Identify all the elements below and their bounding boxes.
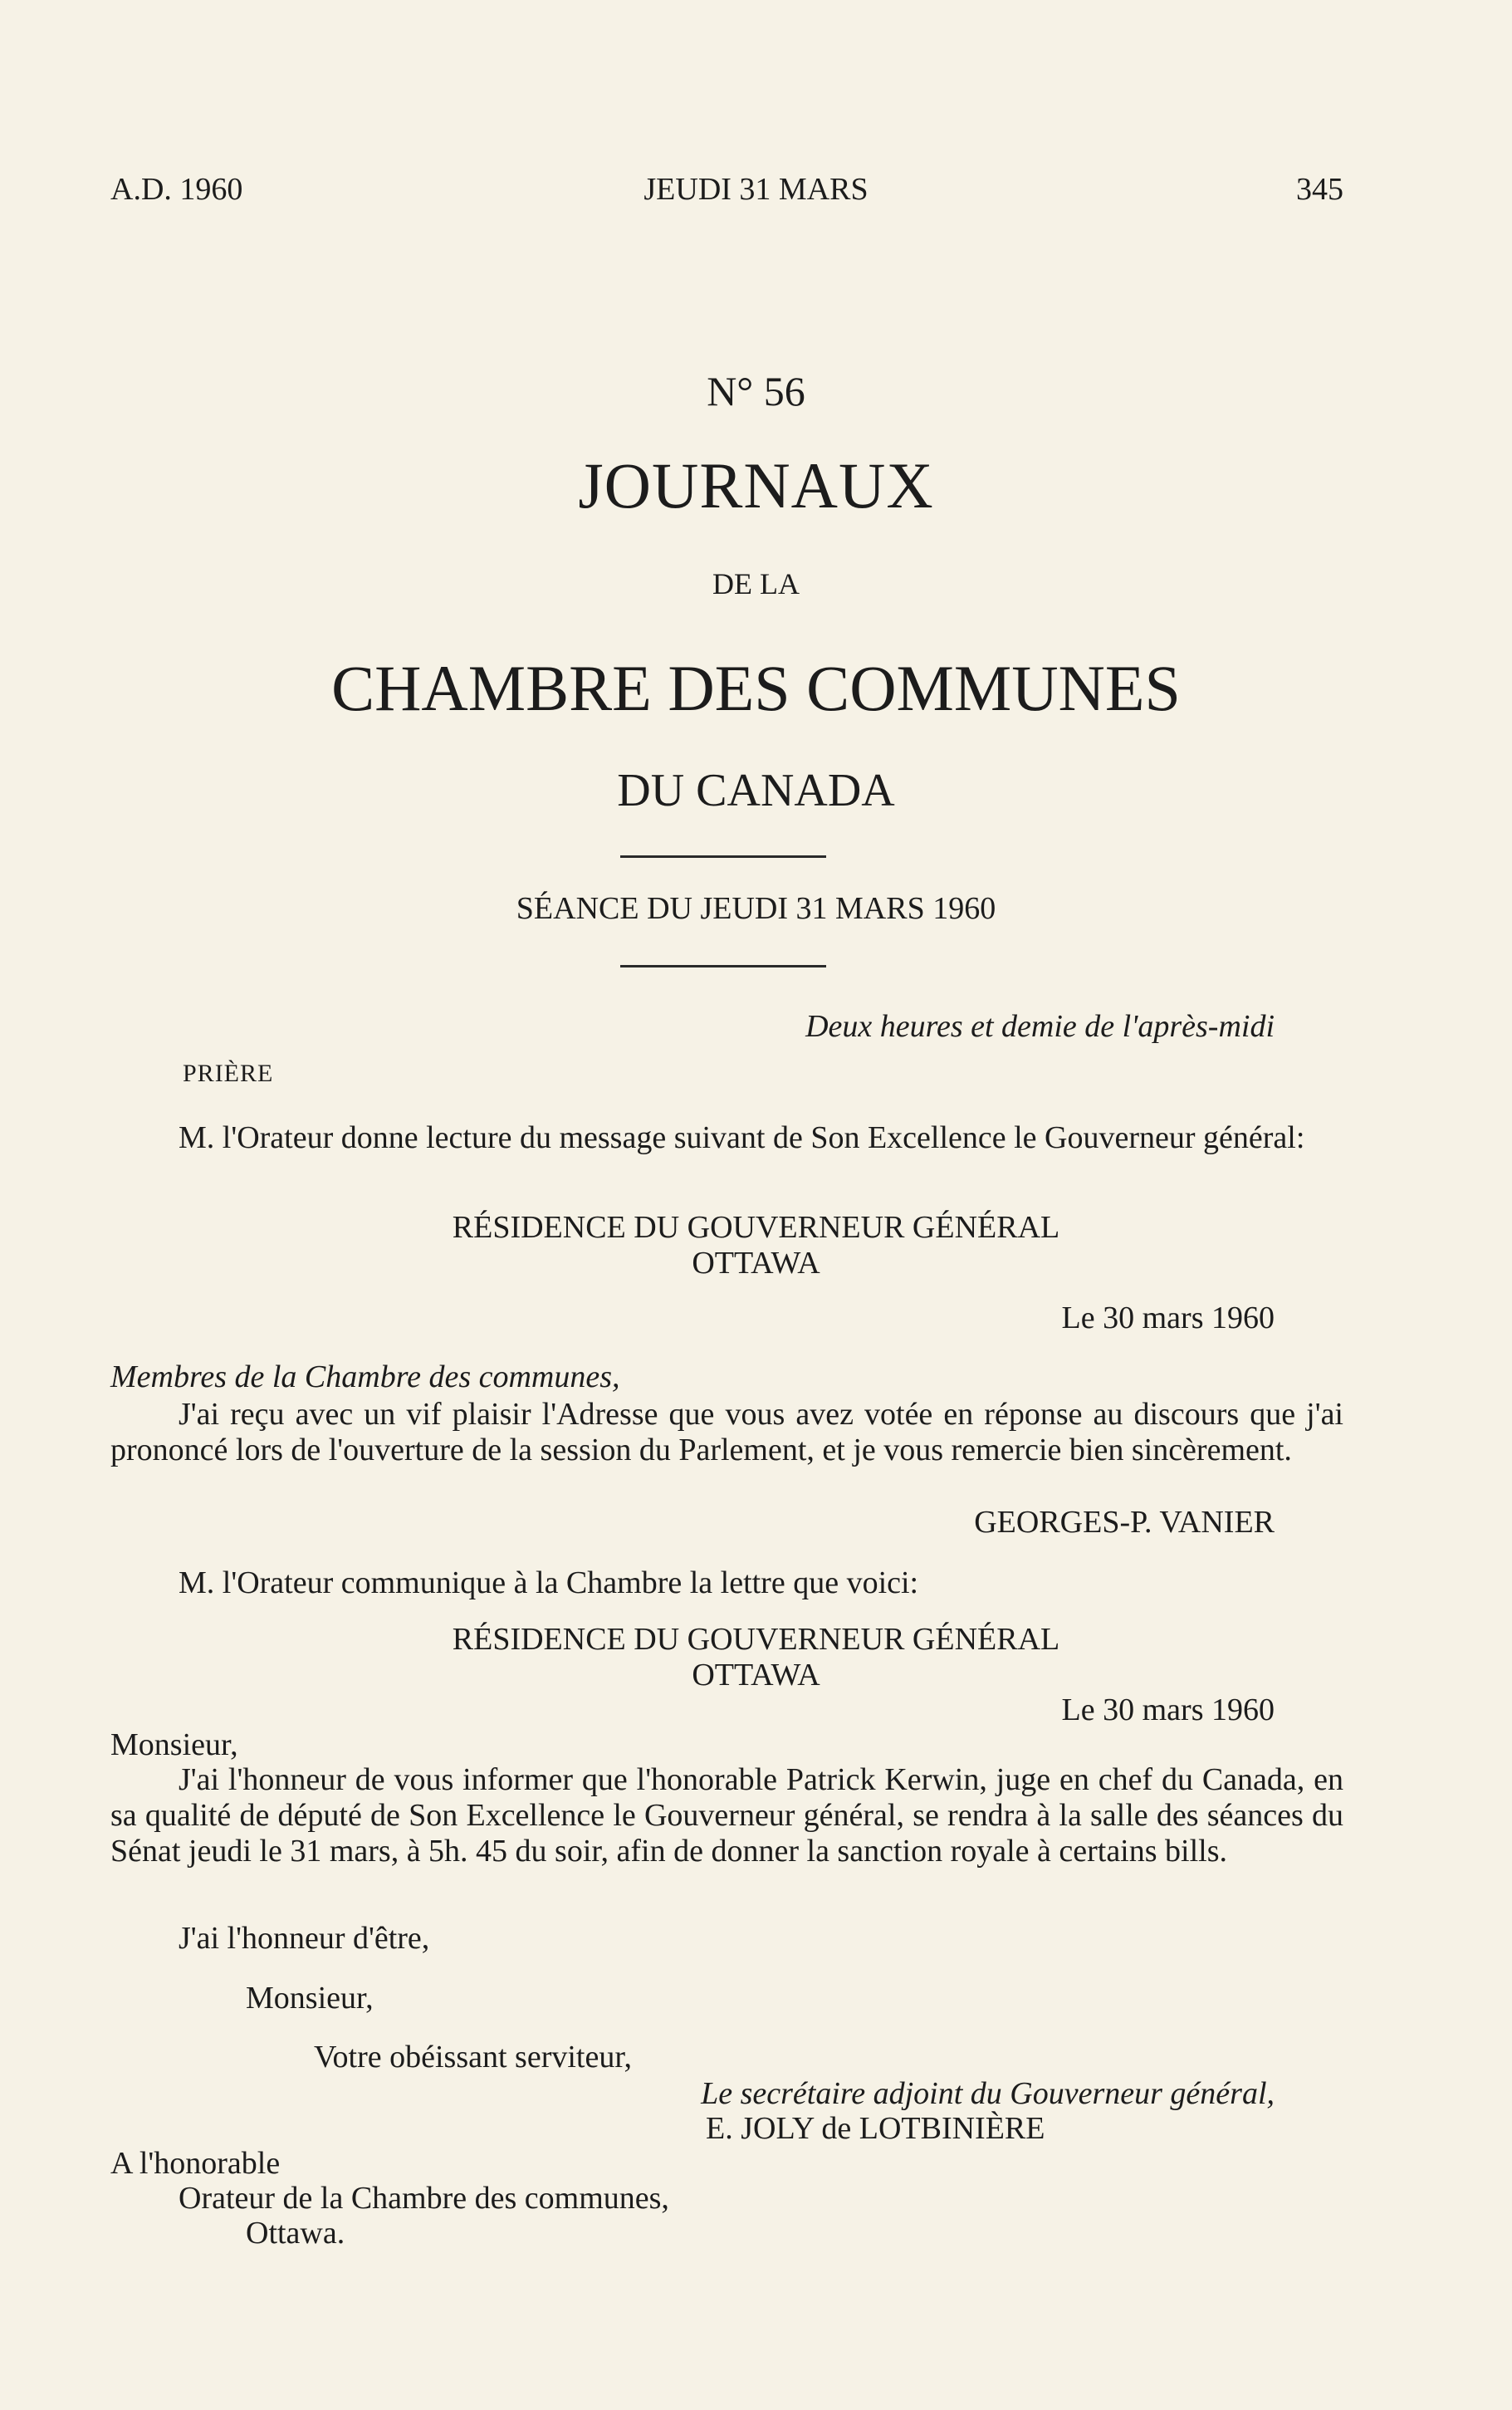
country-title: DU CANADA: [617, 765, 895, 816]
message2-salutation: Monsieur,: [110, 1727, 238, 1762]
divider-rule-bottom: [620, 965, 826, 967]
message1-date: Le 30 mars 1960: [1061, 1301, 1275, 1335]
divider-rule-top: [620, 855, 826, 858]
message1-intro: M. l'Orateur donne lecture du message suivant de Son Excellence le Gouverneur général:: [179, 1120, 1305, 1155]
issue-number: N° 56: [707, 368, 805, 414]
message1-residence: RÉSIDENCE DU GOUVERNEUR GÉNÉRAL: [452, 1210, 1060, 1245]
priere-heading: PRIÈRE: [183, 1060, 274, 1087]
address-line1: A l'honorable: [110, 2146, 281, 2181]
message1-body: J'ai reçu avec un vif plaisir l'Adresse que vous avez votée en réponse au discours que j'ai prononcé lors de l'ouverture de la session du Parlement, et je vous remercie bien sincèrement.: [110, 1397, 1343, 1467]
message2-closing-line3: Votre obéissant serviteur,: [314, 2040, 632, 2074]
header-year: A.D. 1960: [110, 172, 243, 207]
chamber-title: CHAMBRE DES COMMUNES: [331, 652, 1181, 724]
header-date: JEUDI 31 MARS: [643, 172, 869, 207]
message2-city: OTTAWA: [692, 1658, 820, 1692]
title-de-la: DE LA: [712, 567, 800, 600]
message2-body: J'ai l'honneur de vous informer que l'honorable Patrick Kerwin, juge en chef du Canada, en sa qualité de député de Son Excellence le Gouverneur général, se rendra à la salle des séances du Sénat jeudi le 31 mars, à 5h. 45 du soir, afin de donner la sanction royale à certains bills.: [110, 1762, 1343, 1869]
address-line2: Orateur de la Chambre des communes,: [179, 2181, 669, 2216]
message2-residence: RÉSIDENCE DU GOUVERNEUR GÉNÉRAL: [452, 1622, 1060, 1657]
journal-title: JOURNAUX: [578, 449, 934, 522]
message2-signer-name: E. JOLY de LOTBINIÈRE: [706, 2111, 1045, 2146]
message1-signature: GEORGES-P. VANIER: [974, 1505, 1275, 1540]
message2-intro: M. l'Orateur communique à la Chambre la lettre que voici:: [179, 1565, 919, 1600]
address-line3: Ottawa.: [246, 2216, 345, 2251]
message2-signer-title: Le secrétaire adjoint du Gouverneur général,: [701, 2076, 1275, 2111]
sitting-heading: SÉANCE DU JEUDI 31 MARS 1960: [516, 891, 996, 926]
message1-city: OTTAWA: [692, 1246, 820, 1281]
message2-date: Le 30 mars 1960: [1061, 1692, 1275, 1727]
sitting-time: Deux heures et demie de l'après-midi: [805, 1009, 1275, 1044]
header-page-number: 345: [1296, 172, 1343, 207]
message1-salutation: Membres de la Chambre des communes,: [110, 1359, 620, 1394]
message2-closing-line1: J'ai l'honneur d'être,: [179, 1921, 430, 1956]
message2-closing-line2: Monsieur,: [246, 1981, 374, 2016]
